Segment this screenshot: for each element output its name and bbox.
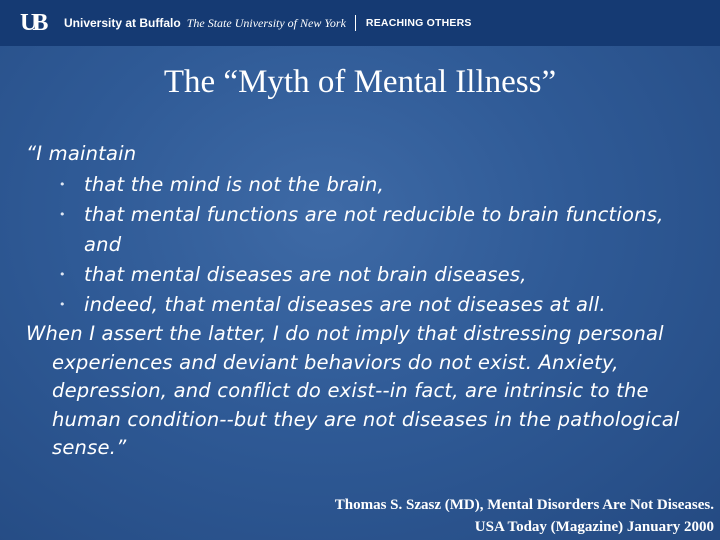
- quote-closing: When I assert the latter, I do not imply that distressing personal experiences and deviant behaviors do not exist. Anxiety, depression, and conflict do exist--in fact, are intrinsic to the human condition--but they are not diseases in the pathological sense.”: [26, 322, 680, 459]
- bullet-item: [26, 200, 706, 260]
- quote-body: [26, 140, 706, 463]
- bullet-text: that mental diseases are not brain diseases,: [84, 263, 527, 286]
- university-name: University at Buffalo: [64, 16, 181, 30]
- citation: [335, 494, 714, 538]
- header-tagline: REACHING OTHERS: [365, 17, 472, 29]
- bullet-item: [26, 170, 706, 200]
- bullet-list: [26, 170, 706, 320]
- bullet-icon: •: [59, 178, 66, 191]
- header-bar: [0, 0, 720, 46]
- quote-intro: “I maintain: [26, 142, 137, 165]
- bullet-text: that the mind is not the brain,: [84, 173, 384, 196]
- citation-author: Thomas S. Szasz (MD), Mental Disorders Are Not Diseases.: [334, 497, 714, 513]
- header-divider: [355, 15, 356, 31]
- ub-logo: UB: [20, 10, 44, 36]
- bullet-item: [26, 260, 706, 290]
- bullet-icon: •: [59, 298, 66, 311]
- suny-name: The State University of New York: [186, 15, 346, 30]
- bullet-text: indeed, that mental diseases are not diseases at all.: [84, 293, 606, 316]
- bullet-icon: •: [59, 268, 66, 281]
- bullet-text: that mental functions are not reducible to brain functions, and: [84, 203, 664, 256]
- slide-title: The “Myth of Mental Illness”: [163, 64, 557, 100]
- bullet-item: [26, 290, 706, 320]
- citation-source: USA Today (Magazine) January 2000: [474, 519, 714, 535]
- bullet-icon: •: [59, 208, 66, 221]
